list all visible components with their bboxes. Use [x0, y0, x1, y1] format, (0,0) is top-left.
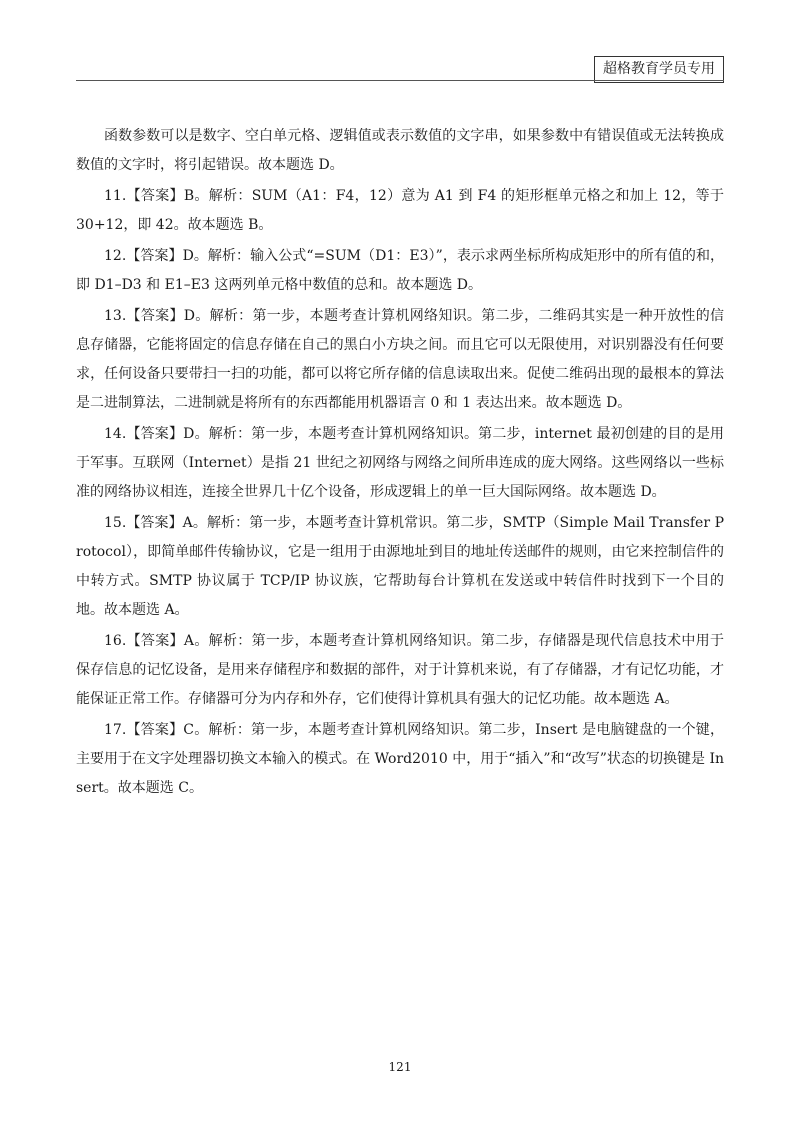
answer-11: 11.【答案】B。解析：SUM（A1：F4，12）意为 A1 到 F4 的矩形框单元格之和加上 12，等于 30+12，即 42。故本题选 B。 — [76, 188, 724, 233]
answer-17: 17.【答案】C。解析：第一步，本题考查计算机网络知识。第二步，Insert 是电脑键盘的一个键，主要用于在文字处理器切换文本输入的模式。在 Word2010 中，用于“插入”和“改写”状态的切换键是 Insert。故本题选 C。 — [76, 722, 724, 796]
page-number: 121 — [388, 1060, 412, 1074]
answer-14: 14.【答案】D。解析：第一步，本题考查计算机网络知识。第二步，internet 最初创建的目的是用于军事。互联网（Internet）是指 21 世纪之初网络与网络之间所串连成的庞大网络。这些网络以一些标准的网络协议相连，连接全世界几十亿个设备，形成逻辑上的单一巨大国际网络。故本题选 D。 — [76, 426, 724, 500]
header-divider — [76, 80, 724, 81]
answer-12: 12.【答案】D。解析：输入公式“=SUM（D1：E3）”，表示求两坐标所构成矩形中的所有值的和，即 D1–D3 和 E1–E3 这两列单元格中数值的总和。故本题选 D。 — [76, 248, 724, 293]
answer-15: 15.【答案】A。解析：第一步，本题考查计算机常识。第二步，SMTP（Simple Mail Transfer Protocol），即简单邮件传输协议，它是一组用于由源地址到目的地址传送邮件的规则，由它来控制信件的中转方式。SMTP 协议属于 TCP/IP 协议族，它帮助每台计算机在发送或中转信件时找到下一个目的地。故本题选 A。 — [76, 515, 724, 618]
answer-16: 16.【答案】A。解析：第一步，本题考查计算机网络知识。第二步，存储器是现代信息技术中用于保存信息的记忆设备，是用来存储程序和数据的部件，对于计算机来说，有了存储器，才有记忆功能，才能保证正常工作。存储器可分为内存和外存，它们使得计算机具有强大的记忆功能。故本题选 A。 — [76, 633, 724, 707]
document-body — [76, 122, 724, 805]
answer-13: 13.【答案】D。解析：第一步，本题考查计算机网络知识。第二步，二维码其实是一种开放性的信息存储器，它能将固定的信息存储在自己的黑白小方块之间。而且它可以无限使用，对识别器没有任何要求，任何设备只要带扫一扫的功能，都可以将它所存储的信息读取出来。促使二维码出现的最根本的算法是二进制算法，二进制就是将所有的东西都能用机器语言 0 和 1 表达出来。故本题选 D。 — [76, 308, 724, 411]
header-label: 超格教育学员专用 — [594, 56, 724, 83]
paragraph-intro: 函数参数可以是数字、空白单元格、逻辑值或表示数值的文字串，如果参数中有错误值或无法转换成数值的文字时，将引起错误。故本题选 D。 — [76, 128, 724, 173]
